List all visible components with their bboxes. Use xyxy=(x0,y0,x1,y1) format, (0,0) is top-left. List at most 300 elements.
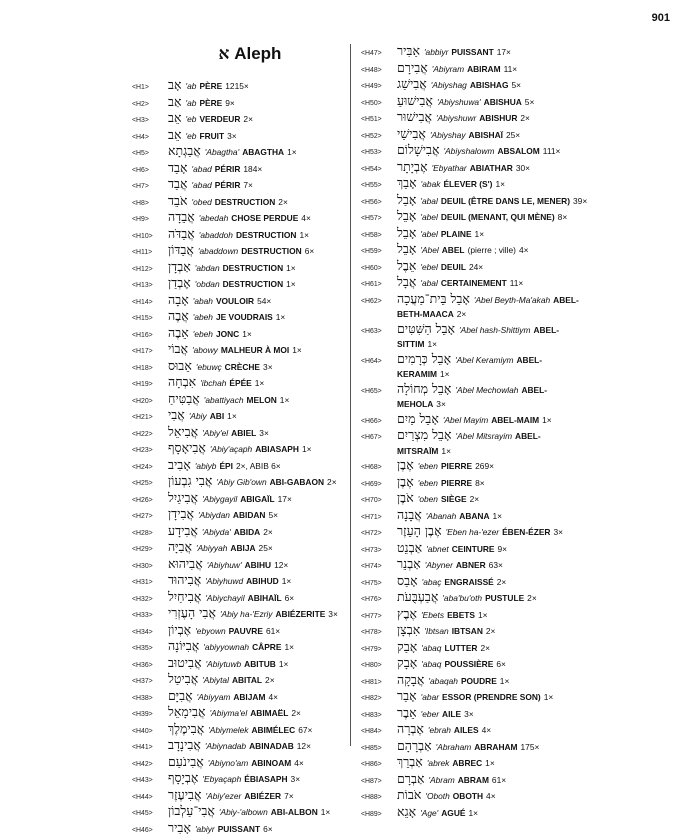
transliteration: 'abak xyxy=(421,178,441,192)
occurrence-count: 6× xyxy=(496,658,506,672)
transliteration: 'abel xyxy=(420,228,437,242)
french-gloss: ABI-ALBON xyxy=(271,806,318,820)
french-gloss: ABEL- xyxy=(516,354,542,368)
strong-number: <H35> xyxy=(132,642,168,656)
transliteration: 'abaq xyxy=(421,642,441,656)
hebrew-word: אֲבָקָה xyxy=(397,673,424,687)
transliteration: 'abaddown xyxy=(198,245,238,259)
strong-number: <H34> xyxy=(132,626,168,640)
strong-number: <H55> xyxy=(361,179,397,193)
french-gloss: PUISSANT xyxy=(218,823,260,837)
hebrew-word: אֶבֶן הָעֵזֶר xyxy=(397,524,442,538)
french-gloss: ABISHUR xyxy=(479,112,517,126)
transliteration: 'Abraham xyxy=(436,741,472,755)
occurrence-count: 5× xyxy=(511,79,521,93)
hebrew-word: אֶבֶץ xyxy=(397,607,417,621)
hebrew-word: אֵבֶר xyxy=(397,706,417,720)
french-gloss: ÉBIASAPH xyxy=(244,773,287,787)
transliteration: 'Abiy'ezer xyxy=(206,790,242,804)
list-item xyxy=(132,491,344,508)
transliteration: 'abattiyach xyxy=(204,394,244,408)
transliteration: 'Age' xyxy=(420,807,438,821)
hebrew-word: אֲבֵדָה xyxy=(168,210,195,224)
hebrew-word: אַבְדָן xyxy=(168,260,191,274)
list-item xyxy=(361,127,691,144)
hebrew-word: אֲבַדֹּה xyxy=(168,227,195,241)
french-gloss: PAUVRE xyxy=(229,625,263,639)
list-item-continuation xyxy=(361,338,691,352)
strong-number: <H40> xyxy=(132,725,168,739)
list-item xyxy=(132,689,344,706)
hebrew-word: אֲבַעְבֻּעֹת xyxy=(397,590,438,604)
list-item xyxy=(132,672,344,689)
french-gloss: ABEL xyxy=(442,244,465,258)
strong-number: <H29> xyxy=(132,543,168,557)
occurrence-count: 1× xyxy=(282,575,292,589)
transliteration: 'abedah xyxy=(199,212,229,226)
strong-number: <H28> xyxy=(132,527,168,541)
transliteration: 'oben xyxy=(418,493,438,507)
hebrew-word: אֵב xyxy=(168,111,182,125)
strong-number: <H9> xyxy=(132,213,168,227)
strong-number: <H27> xyxy=(132,510,168,524)
transliteration: 'Abiyno'am xyxy=(208,757,248,771)
list-item xyxy=(132,326,344,343)
list-item xyxy=(361,508,691,525)
strong-number: <H17> xyxy=(132,345,168,359)
hebrew-word: אֲבַגְתָא xyxy=(168,144,201,158)
occurrence-count: 1× xyxy=(440,368,450,382)
occurrence-count: 1× xyxy=(321,806,331,820)
occurrence-count: 61× xyxy=(266,625,280,639)
occurrence-count: 8× xyxy=(475,477,485,491)
strong-number: <H87> xyxy=(361,775,397,789)
list-item xyxy=(132,392,344,409)
hebrew-word: אֲבִי הָעֶזְרִי xyxy=(168,606,216,620)
strong-number: <H71> xyxy=(361,511,397,525)
page-number: 901 xyxy=(652,12,670,24)
hebrew-word: אָבָה xyxy=(168,293,189,307)
strong-number: <H47> xyxy=(361,47,397,61)
occurrence-count: 4× xyxy=(482,724,492,738)
transliteration: 'Abiy'açaph xyxy=(210,443,252,457)
list-item xyxy=(132,408,344,425)
french-gloss-continued: SITTIM xyxy=(397,338,424,352)
list-item xyxy=(361,574,691,591)
strong-number: <H81> xyxy=(361,676,397,690)
occurrence-count: 2× xyxy=(327,476,337,490)
occurrence-count: 4× xyxy=(268,691,278,705)
occurrence-count: 25× xyxy=(506,129,520,143)
hebrew-word: אָבִיר xyxy=(168,821,191,835)
hebrew-word: אֲבָנָה xyxy=(397,508,422,522)
french-gloss: POUSSIÈRE xyxy=(444,658,493,672)
french-gloss: ABEL- xyxy=(553,294,579,308)
hebrew-word: אָבַר xyxy=(397,689,417,703)
transliteration: 'Abiydan xyxy=(198,509,230,523)
list-item xyxy=(361,475,691,492)
list-item xyxy=(361,772,691,789)
strong-number: <H12> xyxy=(132,263,168,277)
list-item xyxy=(132,194,344,211)
strong-number: <H80> xyxy=(361,659,397,673)
transliteration: 'ebeh xyxy=(193,328,213,342)
hebrew-word: אֲבִיטוּב xyxy=(168,656,202,670)
french-gloss: DESTRUCTION xyxy=(215,196,276,210)
occurrence-count: 2× xyxy=(265,674,275,688)
strong-number: <H88> xyxy=(361,791,397,805)
french-gloss: ABIGAÏL xyxy=(240,493,274,507)
list-item xyxy=(132,309,344,326)
hebrew-word: אַבְרֵךְ xyxy=(397,755,423,769)
hebrew-word: אֲבוֹי xyxy=(168,342,188,356)
french-gloss: ABAGTHA xyxy=(242,146,284,160)
occurrence-count: 1× xyxy=(284,641,294,655)
occurrence-count: 1× xyxy=(292,344,302,358)
strong-number: <H57> xyxy=(361,212,397,226)
hebrew-word: אַבְנֵר xyxy=(397,557,421,571)
list-item xyxy=(132,771,344,788)
list-item xyxy=(132,359,344,376)
list-item xyxy=(132,557,344,574)
strong-number: <H21> xyxy=(132,411,168,425)
occurrence-count: 4× xyxy=(519,244,529,258)
transliteration: 'aba'bu'oth xyxy=(442,592,482,606)
list-item xyxy=(132,738,344,755)
list-item xyxy=(361,623,691,640)
transliteration: 'abaqah xyxy=(428,675,458,689)
hebrew-word: אֲבִיָּם xyxy=(168,689,193,703)
hebrew-word: אָב xyxy=(168,78,182,92)
transliteration: 'Abel Mayim xyxy=(443,414,488,428)
list-item xyxy=(361,590,691,607)
occurrence-count: 5× xyxy=(268,509,278,523)
french-gloss: FRUIT xyxy=(199,130,224,144)
strong-number: <H15> xyxy=(132,312,168,326)
transliteration: 'Ebets xyxy=(421,609,444,623)
strong-number: <H18> xyxy=(132,362,168,376)
transliteration: 'Abiyhuwd xyxy=(205,575,243,589)
transliteration: 'Abiyshay xyxy=(430,129,466,143)
strong-number: <H67> xyxy=(361,431,397,445)
occurrence-count: 3× xyxy=(263,361,273,375)
hebrew-word: אֶבְיָתָר xyxy=(397,160,428,174)
transliteration: 'eb xyxy=(186,113,197,127)
transliteration: 'abrek xyxy=(427,757,450,771)
strong-number: <H70> xyxy=(361,494,397,508)
list-item xyxy=(132,161,344,178)
french-gloss: ABRAM xyxy=(458,774,489,788)
occurrence-count: 111× xyxy=(543,145,561,159)
list-item xyxy=(361,557,691,574)
french-gloss: EBETS xyxy=(447,609,475,623)
occurrence-count: 2× xyxy=(497,576,507,590)
hebrew-word: אֲבִישָׁלוֹם xyxy=(397,143,440,157)
french-gloss-continued: MEHOLA xyxy=(397,398,433,412)
occurrence-count: 11× xyxy=(510,277,524,291)
strong-number: <H13> xyxy=(132,279,168,293)
entry-list-left xyxy=(132,78,344,837)
list-item-continuation xyxy=(361,445,691,459)
french-gloss: CRÈCHE xyxy=(225,361,260,375)
transliteration: 'Abanah xyxy=(426,510,456,524)
hebrew-word: אֲבִיהוּד xyxy=(168,573,201,587)
list-item xyxy=(132,656,344,673)
strong-number: <H49> xyxy=(361,80,397,94)
french-gloss: ABIATHAR xyxy=(470,162,513,176)
strong-number: <H3> xyxy=(132,114,168,128)
list-item xyxy=(132,342,344,359)
french-gloss: POUDRE xyxy=(461,675,497,689)
french-gloss-continued: KERAMIM xyxy=(397,368,437,382)
french-gloss: ABEL- xyxy=(515,430,541,444)
occurrence-count: 1× xyxy=(478,609,488,623)
strong-number: <H44> xyxy=(132,791,168,805)
strong-number: <H59> xyxy=(361,245,397,259)
list-item xyxy=(132,524,344,541)
transliteration: 'Ebyaçaph xyxy=(202,773,241,787)
strong-number: <H54> xyxy=(361,163,397,177)
transliteration: 'ebel xyxy=(420,261,437,275)
list-item xyxy=(132,95,344,112)
strong-number: <H30> xyxy=(132,560,168,574)
transliteration: 'Abiy xyxy=(189,410,207,424)
transliteration: 'Abiynadab xyxy=(205,740,246,754)
list-item xyxy=(132,573,344,590)
transliteration: 'ab xyxy=(186,80,197,94)
occurrence-count: 3× xyxy=(464,708,474,722)
transliteration: 'abah xyxy=(193,295,213,309)
list-item xyxy=(361,689,691,706)
hebrew-word: אָבֵל xyxy=(397,209,416,223)
list-item xyxy=(361,491,691,508)
french-gloss: ÉPÉE xyxy=(229,377,251,391)
hebrew-word: אֲבִי גִבְעוֹן xyxy=(168,474,212,488)
transliteration: 'ebuwç xyxy=(196,361,222,375)
hebrew-word: אֲבִידָן xyxy=(168,507,194,521)
hebrew-word: אֲבָל xyxy=(397,275,416,289)
left-column xyxy=(132,44,344,837)
occurrence-count: 1× xyxy=(276,311,286,325)
french-gloss: ESSOR (PRENDRE SON) xyxy=(442,691,541,705)
french-gloss: ABIJA xyxy=(230,542,255,556)
occurrence-count: 1× xyxy=(299,229,309,243)
list-item xyxy=(361,292,691,309)
transliteration: 'Ebyathar xyxy=(432,162,467,176)
french-gloss: ABIDAN xyxy=(233,509,266,523)
transliteration: 'Abyner xyxy=(425,559,453,573)
occurrence-count: 11× xyxy=(504,63,518,77)
list-item xyxy=(361,352,691,369)
hebrew-word: אֲבִישׁוּעַ xyxy=(397,94,433,108)
hebrew-word: אֶבְיוֹן xyxy=(168,623,191,637)
list-item xyxy=(361,656,691,673)
french-gloss: ABISHAG xyxy=(470,79,509,93)
strong-number: <H86> xyxy=(361,758,397,772)
french-gloss: ABISHAÏ xyxy=(469,129,503,143)
transliteration: 'Abiyshalowm xyxy=(444,145,495,159)
occurrence-count: 39× xyxy=(573,195,587,209)
occurrence-count: 1× xyxy=(427,338,437,352)
hebrew-word: אֲבִיעֶזֶר xyxy=(168,788,202,802)
occurrence-count: 1× xyxy=(468,807,478,821)
transliteration: 'abal xyxy=(420,277,437,291)
french-gloss: ÉPI xyxy=(219,460,233,474)
strong-number: <H61> xyxy=(361,278,397,292)
hebrew-word: אֵבוּס xyxy=(168,359,192,373)
hebrew-word: אֲבִיּוֹנָה xyxy=(168,639,199,653)
list-item xyxy=(361,322,691,339)
french-gloss: JONC xyxy=(216,328,239,342)
french-gloss: MELON xyxy=(247,394,277,408)
strong-number: <H33> xyxy=(132,609,168,623)
french-gloss: ABIHAÏL xyxy=(248,592,282,606)
transliteration: 'Abram xyxy=(428,774,454,788)
strong-number: <H84> xyxy=(361,725,397,739)
strong-number: <H36> xyxy=(132,659,168,673)
french-gloss: JE VOUDRAIS xyxy=(216,311,273,325)
strong-number: <H78> xyxy=(361,626,397,640)
transliteration: 'abiyyownah xyxy=(203,641,249,655)
list-item xyxy=(132,507,344,524)
french-gloss: LUTTER xyxy=(444,642,477,656)
list-item xyxy=(132,78,344,95)
strong-number: <H42> xyxy=(132,758,168,772)
transliteration: 'abal xyxy=(420,195,437,209)
hebrew-word: אָבָק xyxy=(397,656,417,670)
hebrew-word: אַבִּיר xyxy=(397,44,420,58)
occurrence-count: 2× xyxy=(470,493,480,507)
strong-number: <H19> xyxy=(132,378,168,392)
occurrence-count: 25× xyxy=(259,542,273,556)
french-gloss: PUISSANT xyxy=(451,46,493,60)
column-divider xyxy=(350,44,351,746)
french-gloss: ABEL- xyxy=(533,324,559,338)
french-gloss: VERDEUR xyxy=(199,113,240,127)
transliteration: 'abowy xyxy=(192,344,218,358)
strong-number: <H83> xyxy=(361,709,397,723)
transliteration: 'abar xyxy=(421,691,439,705)
list-item xyxy=(361,541,691,558)
french-gloss: DESTRUCTION xyxy=(241,245,302,259)
transliteration: 'abel xyxy=(420,211,437,225)
occurrence-count: 1× xyxy=(544,691,554,705)
occurrence-count: 184× xyxy=(243,163,262,177)
occurrence-count: 2×, ABIB 6× xyxy=(236,460,281,474)
hebrew-word: אָגֵא xyxy=(397,805,416,819)
french-gloss: ABIHU xyxy=(245,559,272,573)
list-item xyxy=(132,177,344,194)
french-gloss: SIÈGE xyxy=(441,493,467,507)
french-gloss: PUSTULE xyxy=(485,592,524,606)
list-item xyxy=(132,128,344,145)
occurrence-count: 3× xyxy=(328,608,338,622)
french-gloss: CERTAINEMENT xyxy=(441,277,507,291)
strong-number: <H79> xyxy=(361,643,397,657)
occurrence-count: 7× xyxy=(284,790,294,804)
occurrence-count: 61× xyxy=(492,774,506,788)
hebrew-word: אֲבִיָּה xyxy=(168,540,192,554)
list-item xyxy=(132,705,344,722)
occurrence-count: 1× xyxy=(441,445,451,459)
hebrew-word: אֲבַד xyxy=(168,177,188,191)
strong-number: <H5> xyxy=(132,147,168,161)
list-item xyxy=(132,639,344,656)
occurrence-count: 24× xyxy=(469,261,483,275)
french-gloss: PÈRE xyxy=(199,97,222,111)
entry-list-right xyxy=(361,44,691,821)
hebrew-word: אֵבֶה xyxy=(168,326,189,340)
transliteration: 'obed xyxy=(192,196,212,210)
french-gloss: ABREC xyxy=(452,757,482,771)
occurrence-count: 2× xyxy=(263,526,273,540)
strong-number: <H46> xyxy=(132,824,168,837)
list-item xyxy=(132,144,344,161)
hebrew-word: אָבַד xyxy=(168,161,188,175)
hebrew-word: אַבְרָהָם xyxy=(397,739,432,753)
transliteration: 'Abiychayil xyxy=(205,592,244,606)
french-gloss: PÉRIR xyxy=(215,163,241,177)
transliteration: 'Oboth xyxy=(425,790,449,804)
transliteration: 'Abiyshuwa' xyxy=(437,96,481,110)
list-item xyxy=(361,673,691,690)
hebrew-word: אֲבִי xyxy=(168,408,185,422)
transliteration: 'Abiyshag xyxy=(431,79,467,93)
strong-number: <H2> xyxy=(132,98,168,112)
list-item xyxy=(361,412,691,429)
strong-number: <H41> xyxy=(132,741,168,755)
transliteration: 'abad xyxy=(192,163,212,177)
transliteration: 'eb xyxy=(186,130,197,144)
strong-number: <H43> xyxy=(132,774,168,788)
french-gloss: DEUIL xyxy=(441,261,466,275)
hebrew-word: אַבְנֵט xyxy=(397,541,422,555)
occurrence-count: 12× xyxy=(274,559,288,573)
hebrew-word: אָבֵל מְחוֹלָה xyxy=(397,382,451,396)
list-item-continuation xyxy=(361,398,691,412)
transliteration: 'Abiy-'albown xyxy=(219,806,268,820)
strong-number: <H26> xyxy=(132,494,168,508)
occurrence-count: 1× xyxy=(495,178,505,192)
occurrence-count: 269× xyxy=(475,460,494,474)
french-gloss: ÉBEN-ÉZER xyxy=(502,526,550,540)
hebrew-word: אֶבְרָה xyxy=(397,722,424,736)
french-gloss: CHOSE PERDUE xyxy=(231,212,298,226)
list-item xyxy=(361,607,691,624)
transliteration: 'Abiyhuw' xyxy=(207,559,242,573)
hebrew-word: אַבְרָם xyxy=(397,772,424,786)
list-item xyxy=(361,94,691,111)
french-gloss: DEUIL (ÊTRE DANS LE, MENER) xyxy=(441,195,570,209)
french-gloss: ABIÉZERITE xyxy=(276,608,326,622)
hebrew-word: אֲבִינֹעַם xyxy=(168,755,204,769)
strong-number: <H23> xyxy=(132,444,168,458)
strong-number: <H51> xyxy=(361,113,397,127)
list-item xyxy=(361,275,691,292)
occurrence-count: 1× xyxy=(255,377,265,391)
list-item xyxy=(361,640,691,657)
list-item xyxy=(132,210,344,227)
list-item xyxy=(361,524,691,541)
french-gloss: CEINTURE xyxy=(452,543,495,557)
hebrew-word: אָבֵל מִצְרַיִם xyxy=(397,428,452,442)
transliteration: 'Abel xyxy=(420,244,438,258)
list-item xyxy=(361,61,691,78)
french-gloss: ABRAHAM xyxy=(474,741,517,755)
occurrence-count: 3× xyxy=(553,526,563,540)
list-item xyxy=(361,226,691,243)
occurrence-count: 8× xyxy=(558,211,568,225)
